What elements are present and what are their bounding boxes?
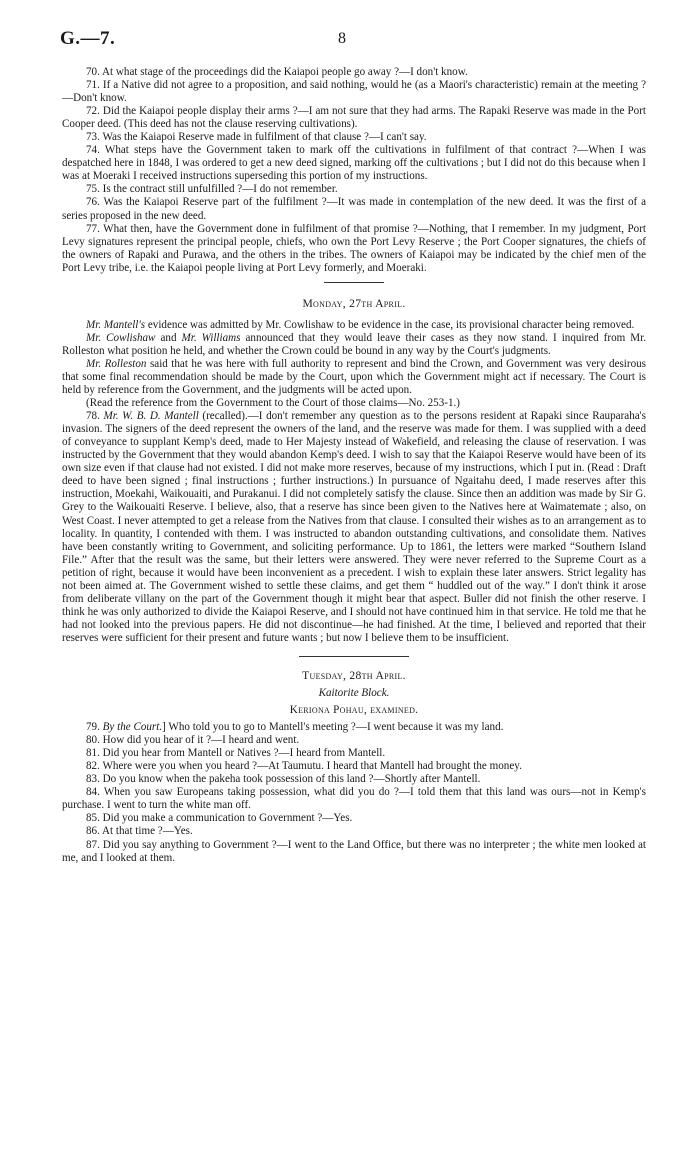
paragraph-text: evidence was admitted by Mr. Cowlishaw to be evidence in the case, its provisional character being removed. <box>145 318 635 331</box>
question-84: 84. When you saw Europeans taking possession, what did you do ?—I told them that this land was ours—not in Kemp's purchase. I went to turn the white man off. <box>62 786 646 812</box>
conjunction: and <box>155 331 182 344</box>
witness-heading <box>62 704 646 717</box>
question-72: 72. Did the Kaiapoi people display their arms ?—I am not sure that they had arms. The Rapaki Reserve was made in the Port Cooper deed. (This deed has not the clause reserving cultivations). <box>62 105 646 131</box>
section-divider <box>299 656 409 657</box>
witness-name: Keriona Pohau, examined. <box>289 704 419 717</box>
question-83: 83. Do you know when the pakeha took possession of this land ?—Shortly after Mantell. <box>86 773 481 786</box>
paragraph-text: (recalled).—I don't remember any question as to the persons resident at Rapaki since Rauparaha's invasion. The signers of the deed represent the owners of the land, and the reserve was made for them. I was supplied with a deed of conveyance to supplant Kemp's deed, made to Her Majesty instead of Wakefield, and releasing the clause of reservation. I was instructed by the Government that they would abandon Kemp's deed. I wish to say that the Kaiapoi Reserve would have been of its own size even if that clause had not existed. I did not make more reserves, because of my instructions, which I put in. (Read : Draft deed to have been signed ; final instructions ; further instructions.) In pursuance of Ngaitahu deed, I made reserves after this instruction, Moekahi, Waikouaiti, and Purakanui. I did not completely satisfy the clause. Since then an addition was made by Sir G. Grey to the Waikouaiti Reserve. I believe, also, that a reserve has since been given to the Natives here at Waimatemate ; also, on West Coast. I never attempted to get a release from the Natives from that clause. I consulted their wishes as to an arrangement as to locality. In quantity, I contended with them. I was instructed to abandon outstanding cultivations, and consolidate them. Natives have been constantly writing to Government, and soliciting performance. Up to 1861, the letters were marked “Southern Island File.” After that the result was the same, but their letters were answered. They were never referred to the Supreme Court as a petition of right, because it would have been inconvenient as a precedent. I wish to explain these later answers. Strict legality has not been aimed at. The Government wished to settle these claims, and get them “ huddled out of the way.” I don't think it arose from deliberate villany on the part of the Government though it might bear that aspect. Buller did not finish the other reserve. I think he was only authorized to divide the Kaiapoi Reserve, and I should not have continued him in that service. He told me that he had not looked into the previous papers. He did not discontinue—he had finished. At the time, I believed and reported that their reserves were sufficient for their present and future wants ; but now I believe them to be insufficient. <box>62 410 646 644</box>
question-82: 82. Where were you when you heard ?—At Taumutu. I heard that Mantell had brought the money. <box>86 760 522 773</box>
question-78 <box>62 410 646 645</box>
speaker-name: Mr. Rolleston <box>86 357 147 370</box>
question-79 <box>62 721 646 734</box>
question-77: 77. What then, have the Government done in fulfilment of that promise ?—Nothing, that I remember. In my judgment, Port Levy signatures represent the principal people, chiefs, who own the Port Levy Reserve ; the Port Cooper signatures, the chiefs of the owners of Rapaki and Purawa, and the others in the tribes. The owners of Kaiapoi may be indicated by the chief men of the Port Levy tribe, i.e. the Kaiapoi people living at Port Levy formerly, and Moeraki. <box>62 222 646 274</box>
paragraph-text: said that he was here with full authority to represent and bind the Crown, and Government was very desirous that some final recommendation should be made by the Court, upon which the Government might act if necessary. The Court is held by reference from the Government, and the judgments will be acted upon. <box>62 357 646 397</box>
paragraph-counsel-announce <box>62 332 646 358</box>
question-number: 78. <box>86 410 104 423</box>
document-body <box>62 66 646 865</box>
paragraph-rolleston <box>62 358 646 397</box>
question-71: 71. If a Native did not agree to a proposition, and said nothing, would he (as a Maori's characteristic) remain at the meeting ?—Don't know. <box>62 79 646 105</box>
question-73: 73. Was the Kaiapoi Reserve made in fulfilment of that clause ?—I can't say. <box>86 131 427 144</box>
paragraph-text: announced that they would leave their cases as they now stand. I inquired from Mr. Rolleston what position he held, and whether the Crown could be bound in any way by the Court's judgments. <box>62 331 646 357</box>
speaker-name: Mr. Williams <box>181 331 241 344</box>
section-evidence-continued <box>62 66 646 275</box>
section-monday <box>62 297 646 645</box>
question-70: 70. At what stage of the proceedings did the Kaiapoi people go away ?—I don't know. <box>86 66 468 78</box>
document-id: G.—7. <box>60 28 116 49</box>
speaker-name: Mr. Mantell's <box>86 318 146 331</box>
paragraph-text: ] Who told you to go to Mantell's meeting ?—I went because it was my land. <box>162 721 504 734</box>
question-74: 74. What steps have the Government taken to mark off the cultivations in fulfilment of that contract ?—When I was despatched here in 1848, I was ordered to get a new deed signed, marking off the cultivations ; but I did not do this because when I was at Moeraki I received instructions superseding this portion of my instructions. <box>62 144 646 183</box>
question-75: 75. Is the contract still unfulfilled ?—I do not remember. <box>86 183 338 196</box>
question-76: 76. Was the Kaiapoi Reserve part of the fulfilment ?—It was made in contemplation of the new deed. It was the first of a series proposed in the new deed. <box>62 196 646 222</box>
question-80: 80. How did you hear of it ?—I heard and went. <box>86 734 300 747</box>
date-heading-tuesday: Tuesday, 28th April. <box>302 668 406 682</box>
question-86: 86. At that time ?—Yes. <box>86 825 193 838</box>
paragraph-mantell-evidence <box>62 319 646 332</box>
section-divider <box>324 282 384 283</box>
question-number: 79. <box>86 721 103 734</box>
question-81: 81. Did you hear from Mantell or Natives ?—I heard from Mantell. <box>86 747 386 760</box>
page-number: 8 <box>338 30 346 47</box>
question-85: 85. Did you make a communication to Government ?—Yes. <box>86 812 353 825</box>
speaker-name: By the Court. <box>102 721 163 734</box>
speaker-name: Mr. Cowlishaw <box>86 331 156 344</box>
section-tuesday <box>62 669 646 865</box>
paragraph-reference: (Read the reference from the Government to the Court of those claims—No. 253-1.) <box>86 397 460 410</box>
date-heading-monday: Monday, 27th April. <box>302 296 406 310</box>
speaker-name: Mr. W. B. D. Mantell <box>103 410 199 423</box>
block-heading: Kaitorite Block. <box>318 687 390 700</box>
question-87: 87. Did you say anything to Government ?—I went to the Land Office, but there was no interpreter ; the white men looked at me, and I looked at them. <box>62 838 646 864</box>
